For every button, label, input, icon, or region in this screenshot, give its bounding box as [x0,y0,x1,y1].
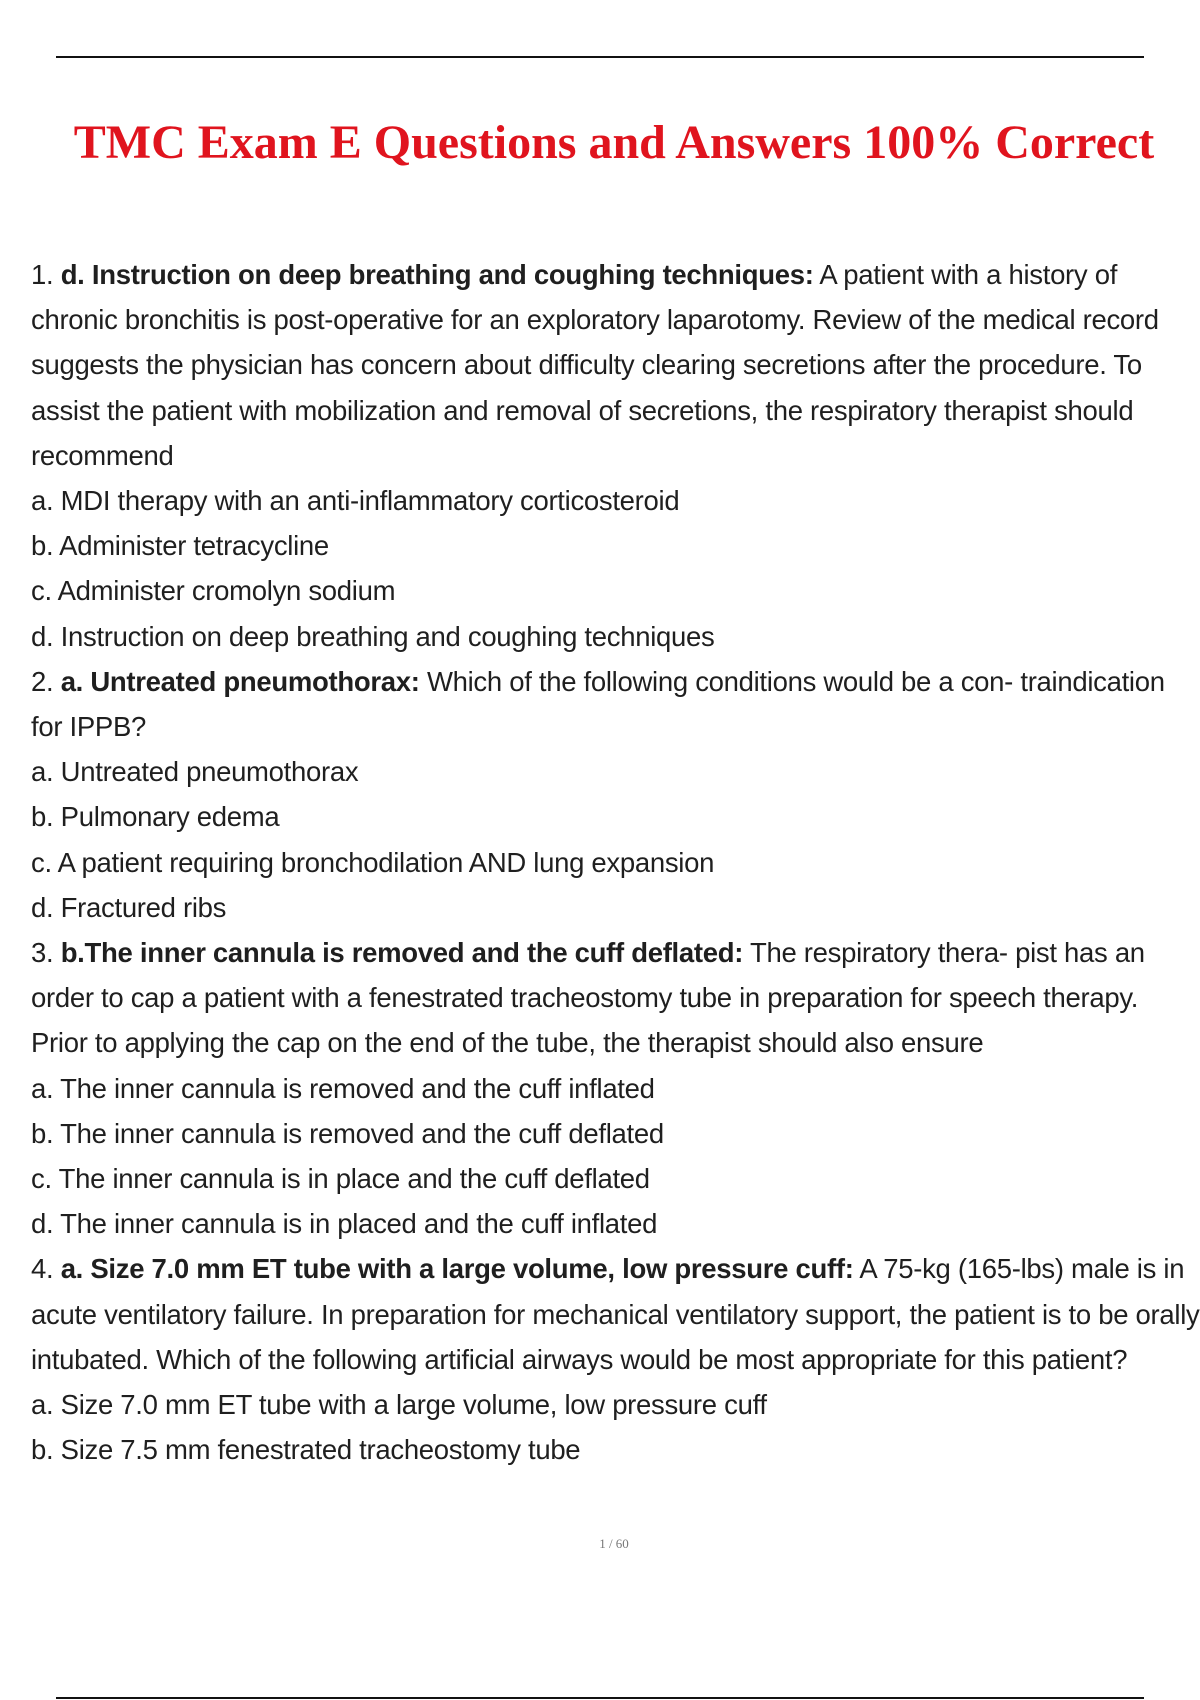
page-title: TMC Exam E Questions and Answers 100% Correct [73,116,1155,169]
answer-label: a. Untreated pneumothorax: [60,665,420,697]
question-4-text [31,1246,1200,1382]
answer-label: d. Instruction on deep breathing and coughing techniques: [60,259,814,290]
option-b: b. The inner cannula is removed and the cuff deflated [31,1117,664,1149]
answer-label: a. Size 7.0 mm ET tube with a large volume, low pressure cuff: [60,1253,854,1285]
question-list [31,252,1200,1472]
answer-label: b.The inner cannula is removed and the cuff deflated: [60,937,744,969]
question-2-text [31,659,1200,749]
question-number: 2. [31,665,54,697]
bottom-rule [56,1697,1144,1699]
option-a: a. Untreated pneumothorax [31,756,359,788]
option-c: c. Administer cromolyn sodium [31,575,396,607]
question-number: 3. [31,937,54,969]
question-3 [31,930,1200,1246]
option-a: a. MDI therapy with an anti-inflammatory corticosteroid [31,485,680,517]
question-1 [31,252,1200,659]
option-c: c. A patient requiring bronchodilation AND lung expansion [31,846,715,878]
question-2 [31,659,1200,930]
option-d: d. Instruction on deep breathing and coughing techniques [31,620,715,652]
question-body: A patient with a history of chronic bronchitis is post-operative for an exploratory laparotomy. Review of the medical record suggests the physician has concern about difficulty clearing secretions after the procedure. To assist the patient with mobilization and removal of secretions, the respiratory therapist should recommend [31,259,1159,471]
question-3-text [31,930,1200,1066]
question-body: A 75-kg (165-lbs) male is in acute ventilatory failure. In preparation for mechanical ventilatory support, the patient is to be orally intubated. Which of the following artificial airways would be most appropriate for this patient? [31,1253,1200,1375]
question-1-text [31,252,1200,478]
question-number: 1. [31,259,54,290]
option-c: c. The inner cannula is in place and the cuff deflated [31,1163,650,1195]
option-a: a. The inner cannula is removed and the cuff inflated [31,1072,655,1104]
option-b: b. Size 7.5 mm fenestrated tracheostomy tube [31,1434,581,1466]
question-body: The respiratory thera- pist has an order to cap a patient with a fenestrated tracheostomy tube in preparation for speech therapy. Prior to applying the cap on the end of the tube, the therapist should also ensure [31,937,1145,1059]
question-number: 4. [31,1253,54,1285]
page-indicator: 1 / 60 [599,1536,629,1551]
option-d: d. Fractured ribs [31,891,227,923]
option-b: b. Administer tetracycline [31,530,329,562]
question-body: Which of the following conditions would be a con- traindication for IPPB? [31,665,1165,743]
top-rule [56,56,1144,58]
question-4 [31,1246,1200,1472]
option-d: d. The inner cannula is in placed and the cuff inflated [31,1208,658,1240]
option-b: b. Pulmonary edema [31,801,280,833]
option-a: a. Size 7.0 mm ET tube with a large volume, low pressure cuff [31,1389,767,1421]
